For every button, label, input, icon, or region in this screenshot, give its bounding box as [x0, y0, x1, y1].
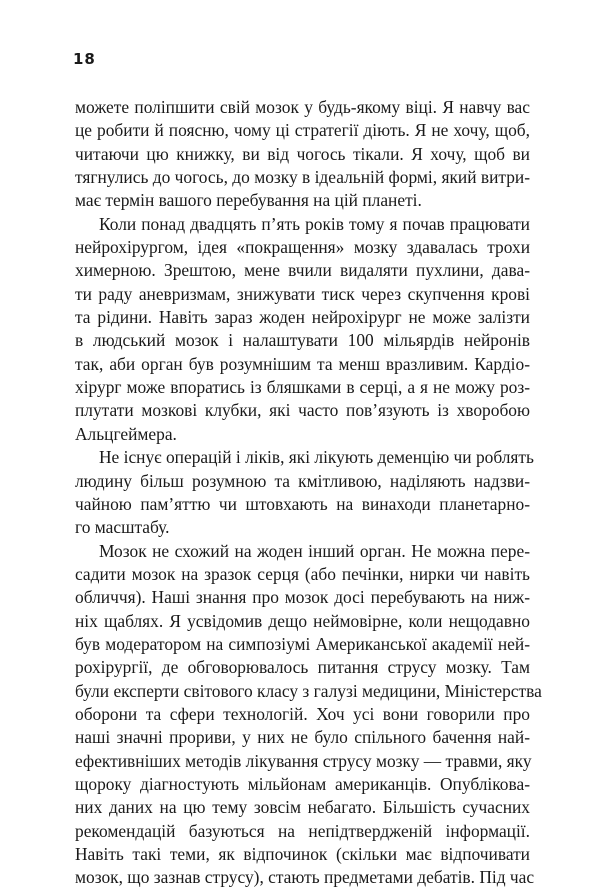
paragraph [75, 540, 542, 890]
text-line: плутати мозкові клубки, які часто пов’язують із хворобою [75, 400, 530, 421]
text-line: ефективніших методів лікування струсу мозку — травми, яку [75, 750, 532, 771]
text-line: Коли понад двадцять п’ять років тому я почав працювати [99, 213, 530, 234]
text-line: хірург може впоратись із бляшками в серці, а я не можу роз- [75, 377, 530, 398]
text-line: мозок, що зазнав струсу), стають предметами дебатів. Під час [75, 867, 535, 888]
text-line: Мозок не схожий на жоден інший орган. Не можна пере- [99, 540, 530, 561]
text-line: Альцгеймера. [75, 423, 177, 444]
text-line: були експерти світового класу з галузі медицини, Міністерства [75, 680, 542, 701]
text-line: ти раду аневризмам, знижувати тиск через скупчення крові [75, 283, 530, 304]
text-line: них даних на цю тему зовсім небагато. Більшість сучасних [75, 797, 530, 818]
text-line: читаючи цю книжку, ви від чогось тікали. Я хочу, щоб ви [75, 143, 530, 164]
text-line: ніх щаблях. Я усвідомив дещо неймовірне, коли нещодавно [75, 610, 530, 631]
text-line: го масштабу. [75, 517, 170, 538]
text-line: щороку діагностують мільйонам американців. Опублікова- [75, 773, 530, 794]
paragraph [75, 96, 530, 213]
text-line: можете поліпшити свій мозок у будь-якому віці. Я навчу вас [75, 97, 530, 117]
text-line: наші значні прориви, у них не було спільного бачення най- [75, 727, 530, 748]
text-line: Не існує операцій і ліків, які лікують деменцію чи роблять [99, 447, 534, 468]
page-number: 18 [73, 50, 96, 68]
paragraph [75, 213, 530, 446]
text-line: та рідини. Навіть зараз жоден нейрохірург не може залізти [75, 307, 530, 328]
text-line: має термін вашого перебування на цій планеті. [75, 190, 422, 211]
text-line: в людський мозок і налаштувати 100 мільярдів нейронів [75, 330, 530, 351]
text-line: тягнулись до чогось, до мозку в ідеальній формі, який витри- [75, 167, 530, 188]
text-line: нейрохірургом, ідея «покращення» мозку здавалась трохи [75, 237, 530, 258]
text-line: рекомендацій базуються на непідтвердженій інформації. [75, 820, 530, 841]
text-line: так, аби орган був розумнішим та менш вразливим. Кардіо- [75, 353, 530, 374]
text-line: Навіть такі теми, як відпочинок (скільки має відпочивати [75, 844, 530, 864]
body-text [75, 96, 542, 890]
text-line: людину більш розумною та кмітливою, наділяють надзви- [75, 470, 530, 491]
text-line: обличчя). Наші знання про мозок досі перебувають на ниж- [75, 587, 530, 608]
text-line: рохірургії, де обговорювалось питання струсу мозку. Там [75, 657, 530, 678]
text-line: був модератором на симпозіумі Американської академії ней- [75, 633, 530, 654]
text-line: садити мозок на зразок серця (або печінки, нирки чи навіть [75, 563, 530, 584]
paragraph [75, 446, 534, 539]
text-line: химерною. Зрештою, мене вчили видаляти пухлини, дава- [75, 260, 530, 281]
text-line: чайною пам’яттю чи штовхають на винаходи планетарно- [75, 493, 530, 514]
text-line: це робити й поясню, чому ці стратегії діють. Я не хочу, щоб, [75, 120, 530, 141]
text-line: оборони та сфери технологій. Хоч усі вони говорили про [75, 703, 530, 724]
